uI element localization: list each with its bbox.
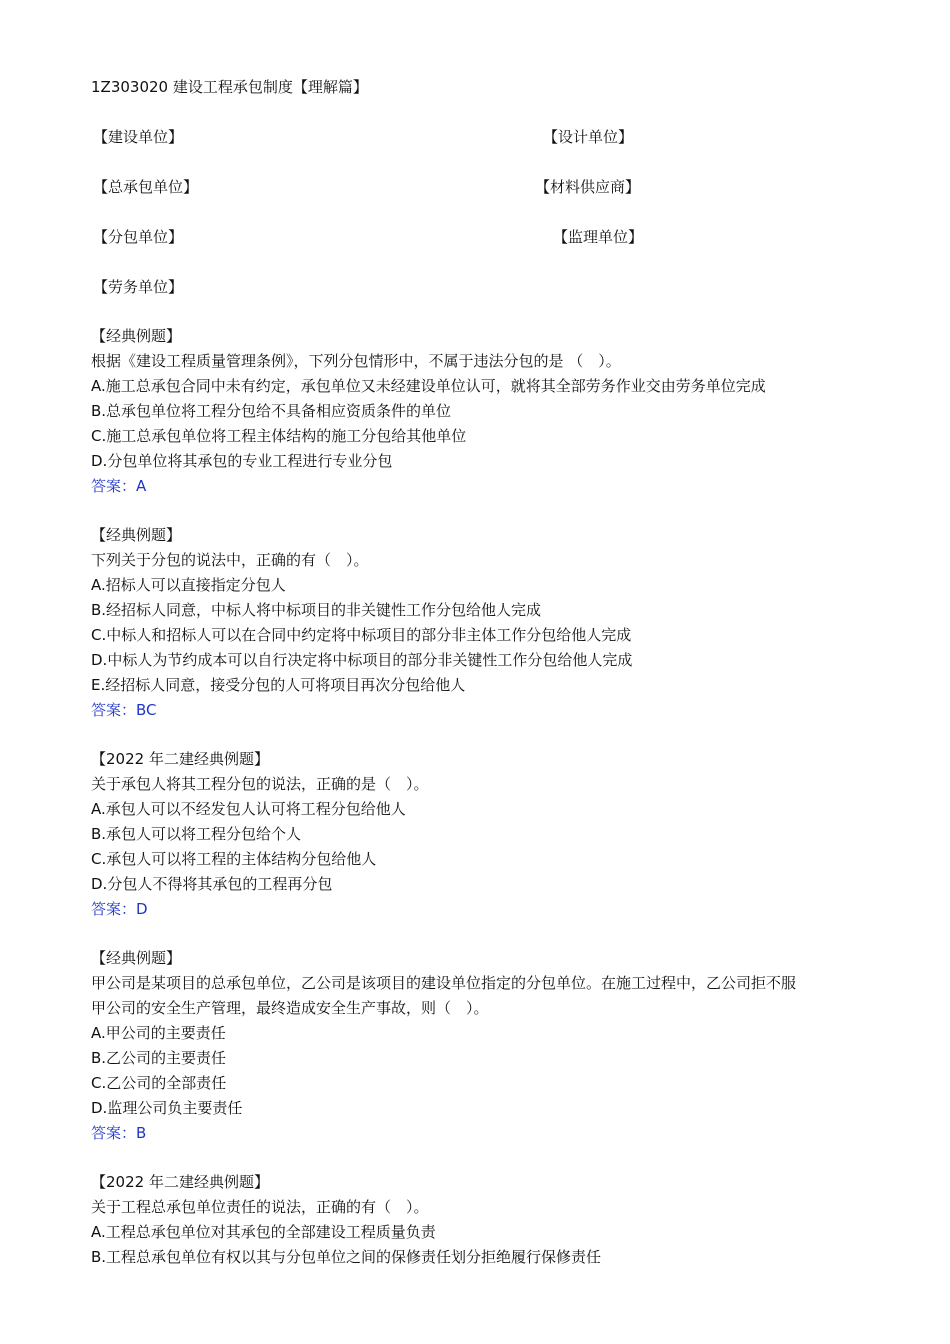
role-material-supplier: 【材料供应商】 [535, 178, 641, 196]
question-1-option-c: C.施工总承包单位将工程主体结构的施工分包给其他单位 [91, 427, 467, 445]
question-4-option-a: A.甲公司的主要责任 [91, 1024, 226, 1042]
question-2-option-c: C.中标人和招标人可以在合同中约定将中标项目的部分非主体工作分包给他人完成 [91, 626, 632, 644]
question-3-header: 【2022 年二建经典例题】 [91, 750, 269, 768]
question-1-option-d: D.分包单位将其承包的专业工程进行专业分包 [91, 452, 393, 470]
question-1-stem: 根据《建设工程质量管理条例》，下列分包情形中，不属于违法分包的是 （ ）。 [91, 352, 621, 370]
role-general-contractor: 【总承包单位】 [93, 178, 199, 196]
question-4-stem-line-1: 甲公司是某项目的总承包单位，乙公司是该项目的建设单位指定的分包单位。在施工过程中，乙公司拒不服 [91, 974, 797, 992]
question-1-option-b: B.总承包单位将工程分包给不具备相应资质条件的单位 [91, 402, 452, 420]
question-5-option-b: B.工程总承包单位有权以其与分包单位之间的保修责任划分拒绝履行保修责任 [91, 1248, 602, 1266]
question-4-answer: 答案：B [91, 1124, 147, 1142]
question-3-stem: 关于承包人将其工程分包的说法，正确的是（ ）。 [91, 775, 429, 793]
question-4-option-b: B.乙公司的主要责任 [91, 1049, 227, 1067]
question-2-option-e: E.经招标人同意，接受分包的人可将项目再次分包给他人 [91, 676, 466, 694]
question-5-stem: 关于工程总承包单位责任的说法，正确的有（ ）。 [91, 1198, 429, 1216]
role-subcontractor: 【分包单位】 [93, 228, 184, 246]
question-2-option-d: D.中标人为节约成本可以自行决定将中标项目的部分非关键性工作分包给他人完成 [91, 651, 633, 669]
question-3-option-c: C.承包人可以将工程的主体结构分包给他人 [91, 850, 377, 868]
question-1-answer: 答案：A [91, 477, 147, 495]
question-3-option-a: A.承包人可以不经发包人认可将工程分包给他人 [91, 800, 406, 818]
question-2-option-b: B.经招标人同意，中标人将中标项目的非关键性工作分包给他人完成 [91, 601, 542, 619]
question-1-header: 【经典例题】 [91, 327, 182, 345]
question-4-option-d: D.监理公司负主要责任 [91, 1099, 243, 1117]
role-design-unit: 【设计单位】 [543, 128, 634, 146]
question-2-answer: 答案：BC [91, 701, 157, 719]
question-4-stem-line-2: 甲公司的安全生产管理，最终造成安全生产事故，则（ ）。 [91, 999, 489, 1017]
question-2-option-a: A.招标人可以直接指定分包人 [91, 576, 286, 594]
question-3-option-b: B.承包人可以将工程分包给个人 [91, 825, 302, 843]
question-3-answer: 答案：D [91, 900, 148, 918]
role-labor-unit: 【劳务单位】 [93, 278, 184, 296]
page-title: 1Z303020 建设工程承包制度【理解篇】 [91, 78, 368, 96]
question-5-option-a: A.工程总承包单位对其承包的全部建设工程质量负责 [91, 1223, 436, 1241]
question-4-option-c: C.乙公司的全部责任 [91, 1074, 227, 1092]
question-3-option-d: D.分包人不得将其承包的工程再分包 [91, 875, 333, 893]
question-1-option-a: A.施工总承包合同中未有约定，承包单位又未经建设单位认可，就将其全部劳务作业交由劳务单位完成 [91, 377, 766, 395]
question-4-header: 【经典例题】 [91, 949, 182, 967]
role-construction-unit: 【建设单位】 [93, 128, 184, 146]
role-supervision-unit: 【监理单位】 [553, 228, 644, 246]
question-2-header: 【经典例题】 [91, 526, 182, 544]
question-2-stem: 下列关于分包的说法中，正确的有（ ）。 [91, 551, 369, 569]
question-5-header: 【2022 年二建经典例题】 [91, 1173, 269, 1191]
